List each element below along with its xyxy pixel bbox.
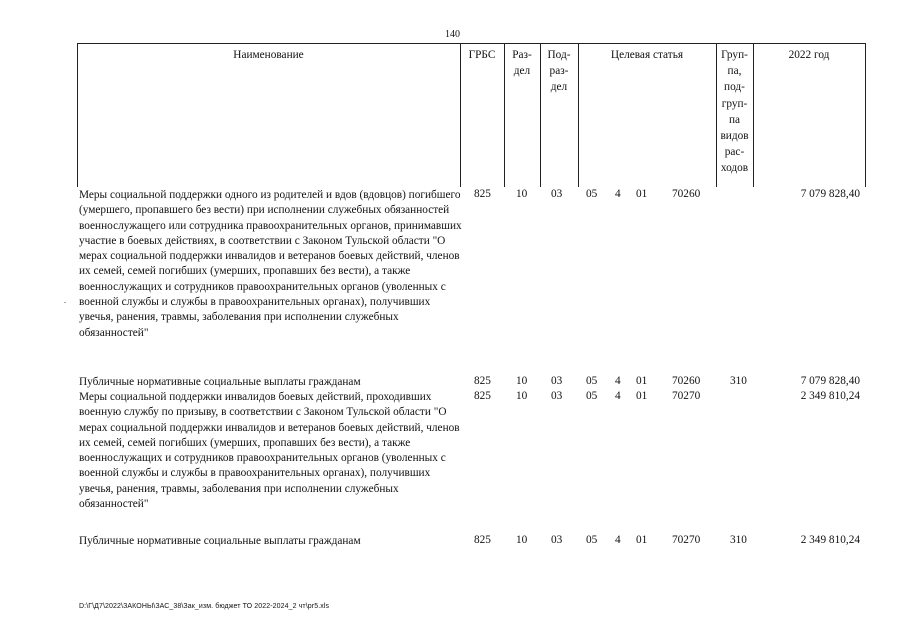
header-target: Целевая статья <box>610 49 684 61</box>
row-name: Меры социальной поддержки инвалидов боевых действий, проходивших военную службу по призыву, в соответствии с Законом Тульской области "О мерах социальной поддержки инвалидов и ветеранов боевых действий, членов их семей, семей погибших (умерших, пропавших без вести), а также военнослужащих и сотрудников правоохранительных органов (уволенных с военной службы и службы в правоохранительных органах), получивших увечья, ранения, травмы, заболевания при исполнении служебных обязанностей" <box>79 391 460 511</box>
row-grbs: 825 <box>474 188 491 200</box>
margin-mark: . <box>64 296 66 305</box>
row-podrazdel: 03 <box>551 188 563 200</box>
file-path-footer: D:\Г\Д7\2022\ЗАКОНЫ\ЗАС_38\Зак_изм. бюджет ТО 2022-2024_2 чт\pr5.xls <box>79 603 330 610</box>
row-target-direction: 70270 <box>672 534 701 546</box>
row-target-subprogram: 4 <box>615 188 621 200</box>
row-target-direction: 70270 <box>672 390 701 402</box>
table-header <box>77 43 866 187</box>
row-target-subprogram: 4 <box>615 534 621 546</box>
header-divider-target <box>578 44 579 187</box>
row-target-program: 05 <box>586 534 598 546</box>
row-name: Меры социальной поддержки одного из родителей и вдов (вдовцов) погибшего (умершего, пропавшего без вести) при исполнении служебных обязанностей военнослужащего или сотрудника правоохранительных органов, принимавших участие в боевых действиях, в соответствии с Законом Тульской области "О мерах социальной поддержки инвалидов и ветеранов боевых действий, членов их семей, семей погибших (умерших, пропавших без вести), а также военнослужащих и сотрудников правоохранительных органов (уволенных с военной службы и службы в правоохранительных органах), получивших увечья, ранения, травмы, заболевания при исполнении служебных обязанностей" <box>79 189 462 339</box>
row-razdel: 10 <box>516 390 528 402</box>
row-target-event: 01 <box>636 188 648 200</box>
row-amount: 2 349 810,24 <box>800 390 860 402</box>
row-grbs: 825 <box>474 375 491 387</box>
row-target-program: 05 <box>586 188 598 200</box>
row-name: Публичные нормативные социальные выплаты гражданам <box>79 376 361 388</box>
header-year: 2022 год <box>788 49 830 61</box>
header-divider-grbs <box>460 44 461 187</box>
row-group: 310 <box>730 534 747 546</box>
row-razdel: 10 <box>516 534 528 546</box>
row-name: Публичные нормативные социальные выплаты гражданам <box>79 535 361 547</box>
row-podrazdel: 03 <box>551 390 563 402</box>
header-border-left <box>77 44 78 187</box>
row-podrazdel: 03 <box>551 534 563 546</box>
row-target-subprogram: 4 <box>615 375 621 387</box>
row-target-event: 01 <box>636 534 648 546</box>
row-target-subprogram: 4 <box>615 390 621 402</box>
row-amount: 7 079 828,40 <box>800 375 860 387</box>
row-target-direction: 70260 <box>672 375 701 387</box>
row-podrazdel: 03 <box>551 375 563 387</box>
row-target-direction: 70260 <box>672 188 701 200</box>
header-razdel: Раз- дел <box>512 49 532 78</box>
row-razdel: 10 <box>516 375 528 387</box>
header-border-right <box>865 44 866 187</box>
row-target-event: 01 <box>636 375 648 387</box>
page-number: 140 <box>445 29 460 40</box>
header-grbs: ГРБС <box>468 49 496 61</box>
row-target-program: 05 <box>586 390 598 402</box>
header-divider-year <box>753 44 754 187</box>
row-target-event: 01 <box>636 390 648 402</box>
row-target-program: 05 <box>586 375 598 387</box>
row-grbs: 825 <box>474 534 491 546</box>
header-group: Груп- па, под- груп- па видов рас- ходов <box>720 49 749 175</box>
header-name: Наименование <box>233 49 304 61</box>
row-grbs: 825 <box>474 390 491 402</box>
row-amount: 2 349 810,24 <box>800 534 860 546</box>
row-razdel: 10 <box>516 188 528 200</box>
row-amount: 7 079 828,40 <box>800 188 860 200</box>
row-group: 310 <box>730 375 747 387</box>
header-podrazdel: Под- раз- дел <box>547 49 571 94</box>
